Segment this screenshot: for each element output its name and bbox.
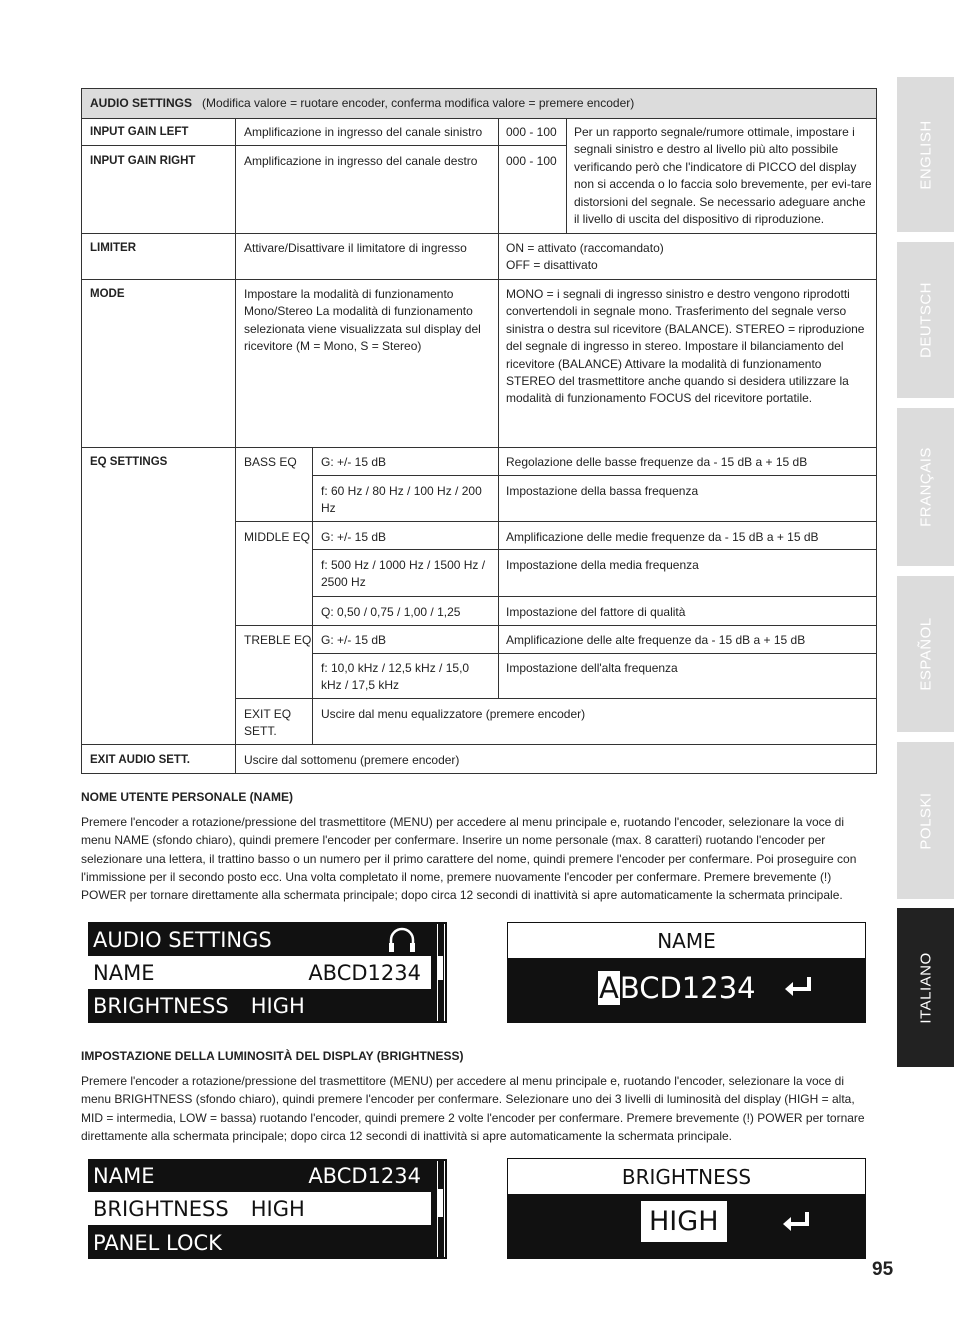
lcd-menu-brightness [88,1159,447,1259]
tab-espanol[interactable] [897,576,954,732]
mode-note: MONO = i segnali di ingresso sinistro e destro vengono riprodotti convertendoli in segnale mono. Trasferimento del segnale verso sinistra o destra sul ricevitore (BALANCE). STEREO = riproduzione del segnale di ingresso in stereo. Impostare il bilanciamento del ricevitore (BALANCE) Attivare la modalità di funzionamento STEREO del trasmettitore anche quando si desidera utilizzare la modalità di funzionamento FOCUS del ricevitore portatile. [506,287,865,406]
exit-audio-desc: Uscire dal sottomenu (premere encoder) [244,753,460,767]
tab-italiano[interactable] [897,908,954,1067]
lcd-name-cursor-char: A [599,971,619,1005]
treble-gain-desc: Amplificazione delle alte frequenze da - 15 dB a + 15 dB [506,633,806,647]
treble-gain: G: +/- 15 dB [321,633,387,647]
lcd-row-panel-lock-label: PANEL LOCK [93,1230,222,1255]
bass-gain-desc: Regolazione delle basse frequenze da - 15 dB a + 15 dB [506,455,808,469]
lcd-name-rest: BCD1234 [619,971,756,1005]
lcd-brightness-edit [507,1158,866,1259]
audio-settings-table [81,88,877,774]
eq-settings-label: EQ SETTINGS [90,456,168,468]
treble-frequency-desc: Impostazione dell'alta frequenza [506,661,678,675]
tab-english[interactable] [897,77,954,232]
lcd-row-audio-settings-label: AUDIO SETTINGS [93,927,272,952]
tab-english-label: ENGLISH [917,119,934,190]
limiter-option-on: ON = attivato (raccomandato) [506,241,664,255]
name-section-title: NOME UTENTE PERSONALE (NAME) [81,790,294,804]
bass-gain: G: +/- 15 dB [321,455,387,469]
exit-eq-label: EXIT EQ SETT. [244,707,292,739]
input-gain-left-range: 000 - 100 [506,125,557,139]
bass-eq-label: BASS EQ [244,455,297,469]
name-section-body: Premere l'encoder a rotazione/pressione del trasmettitore (MENU) per accedere al menu principale e, ruotando l'encoder, selezionare la voce di menu NAME (sfondo chiaro), quindi premere l'encoder per confermare. Inserire un nome personale (max. 8 caratteri) ruotando l'encoder per selezionare una lettera, il trattino basso o un numero per il primo carattere del nome, quindi premere l'encoder per confermare. Poi proseguire con l'immissione per il secondo posto ecc. Una volta completato il nome, premere nuovamente l'encoder per confermare. Premere brevemente (!) POWER per tornare direttamente alla schermata principale; dopo circa 12 secondi di inattività si apre automaticamente la schermata principale. [81,815,857,903]
input-gain-right-label: INPUT GAIN RIGHT [90,155,196,167]
input-gain-right-desc: Amplificazione in ingresso del canale destro [244,154,478,168]
table-header-title: AUDIO SETTINGS [90,96,193,110]
bass-frequency: f: 60 Hz / 80 Hz / 100 Hz / 200 Hz [321,484,482,516]
lcd-row-brightness-value: HIGH [250,993,305,1018]
middle-gain-desc: Amplificazione delle medie frequenze da - 15 dB a + 15 dB [506,530,819,544]
tab-deutsch[interactable] [897,242,954,398]
treble-frequency: f: 10,0 kHz / 12,5 kHz / 15,0 kHz / 17,5 kHz [321,661,470,693]
lcd-brightness-edit-title: BRIGHTNESS [508,1159,865,1194]
input-gain-left-desc: Amplificazione in ingresso del canale sinistro [244,125,483,139]
table-header [90,95,634,112]
enter-icon-2 [781,1210,811,1234]
middle-gain: G: +/- 15 dB [321,530,387,544]
lcd-brightness-edit-value: HIGH [641,1201,727,1242]
mode-desc: Impostare la modalità di funzionamento Mono/Stereo La modalità di funzionamento selezionata viene visualizzata sul display del ricevitore (M = Mono, S = Stereo) [244,287,481,354]
brightness-section-title: IMPOSTAZIONE DELLA LUMINOSITÀ DEL DISPLAY (BRIGHTNESS) [81,1049,464,1063]
lcd-row-name-label-2: NAME [93,1163,155,1188]
lcd-row-name-value: ABCD1234 [308,960,421,985]
lcd-row-brightness [88,989,431,1022]
lcd-row-name [88,1159,431,1192]
mode-label: MODE [90,288,125,300]
tab-espanol-label: ESPAÑOL [917,617,934,691]
lcd-row-audio-settings [88,923,431,956]
bass-frequency-desc: Impostazione della bassa frequenza [506,484,699,498]
lcd-scrollbar-thumb [437,956,443,980]
limiter-option-off: OFF = disattivato [506,258,598,272]
tab-polski[interactable] [897,742,954,899]
middle-eq-label: MIDDLE EQ [244,530,311,544]
enter-icon [783,975,813,999]
lcd-menu-name [88,922,447,1023]
limiter-label: LIMITER [90,242,136,254]
input-gain-right-range: 000 - 100 [506,154,557,168]
middle-quality-desc: Impostazione del fattore di qualità [506,605,686,619]
exit-eq-desc: Uscire dal menu equalizzatore (premere encoder) [321,707,586,721]
lcd-row-panel-lock [88,1226,431,1259]
lcd-name-edit [507,922,866,1023]
limiter-desc: Attivare/Disattivare il limitatore di ingresso [244,241,467,255]
page-number: 95 [872,1259,894,1280]
lcd-row-brightness-selected [88,1192,431,1225]
input-gain-note: Per un rapporto segnale/rumore ottimale, impostare i segnali sinistro e destro al livello più alto possibile verificando però che l'indicatore di PICCO del display non si accenda o lo faccia solo brevemente, per evi-tare distorsioni del segnale. Se necessario adeguare anche il livello di uscita del dispositivo di riproduzione. [574,125,872,227]
lcd-name-edit-value [598,968,756,1008]
tab-italiano-label: ITALIANO [917,951,934,1024]
lcd-row-name-value-2: ABCD1234 [308,1163,421,1188]
middle-quality: Q: 0,50 / 0,75 / 1,00 / 1,25 [321,605,461,619]
middle-frequency-desc: Impostazione della media frequenza [506,558,699,572]
headphones-icon [387,927,417,953]
lcd-row-brightness-label-2: BRIGHTNESS [93,1196,229,1221]
lcd-name-edit-title: NAME [508,923,865,958]
tab-francais[interactable] [897,408,954,566]
middle-frequency: f: 500 Hz / 1000 Hz / 1500 Hz / 2500 Hz [321,558,486,590]
lcd-row-brightness-value-2: HIGH [250,1196,305,1221]
lcd-row-brightness-label: BRIGHTNESS [93,993,229,1018]
table-header-note: (Modifica valore = ruotare encoder, conferma modifica valore = premere encoder) [202,96,635,110]
lcd-row-name-selected [88,956,431,989]
lcd-scrollbar-thumb-2 [437,1189,443,1217]
tab-deutsch-label: DEUTSCH [917,281,934,359]
brightness-section-body: Premere l'encoder a rotazione/pressione del trasmettitore (MENU) per accedere al menu principale e, ruotando l'encoder, selezionare la voce di menu BRIGHTNESS (sfondo chiaro), quindi premere l'encoder per confermare. Selezionare uno dei 3 livelli di luminosità del display (HIGH = alta, MID = intermedia, LOW = bassa) ruotando l'encoder, quindi premere 2 volte l'encoder per confermare. Premere brevemente (!) POWER per tornare direttamente alla schermata principale; dopo circa 12 secondi di inattività si apre automaticamente la schermata principale. [81,1074,865,1143]
lcd-row-name-label: NAME [93,960,155,985]
input-gain-left-label: INPUT GAIN LEFT [90,126,189,138]
treble-eq-label: TREBLE EQ [244,633,312,647]
tab-francais-label: FRANÇAIS [917,447,934,527]
tab-polski-label: POLSKI [917,791,934,850]
exit-audio-label: EXIT AUDIO SETT. [90,754,190,766]
